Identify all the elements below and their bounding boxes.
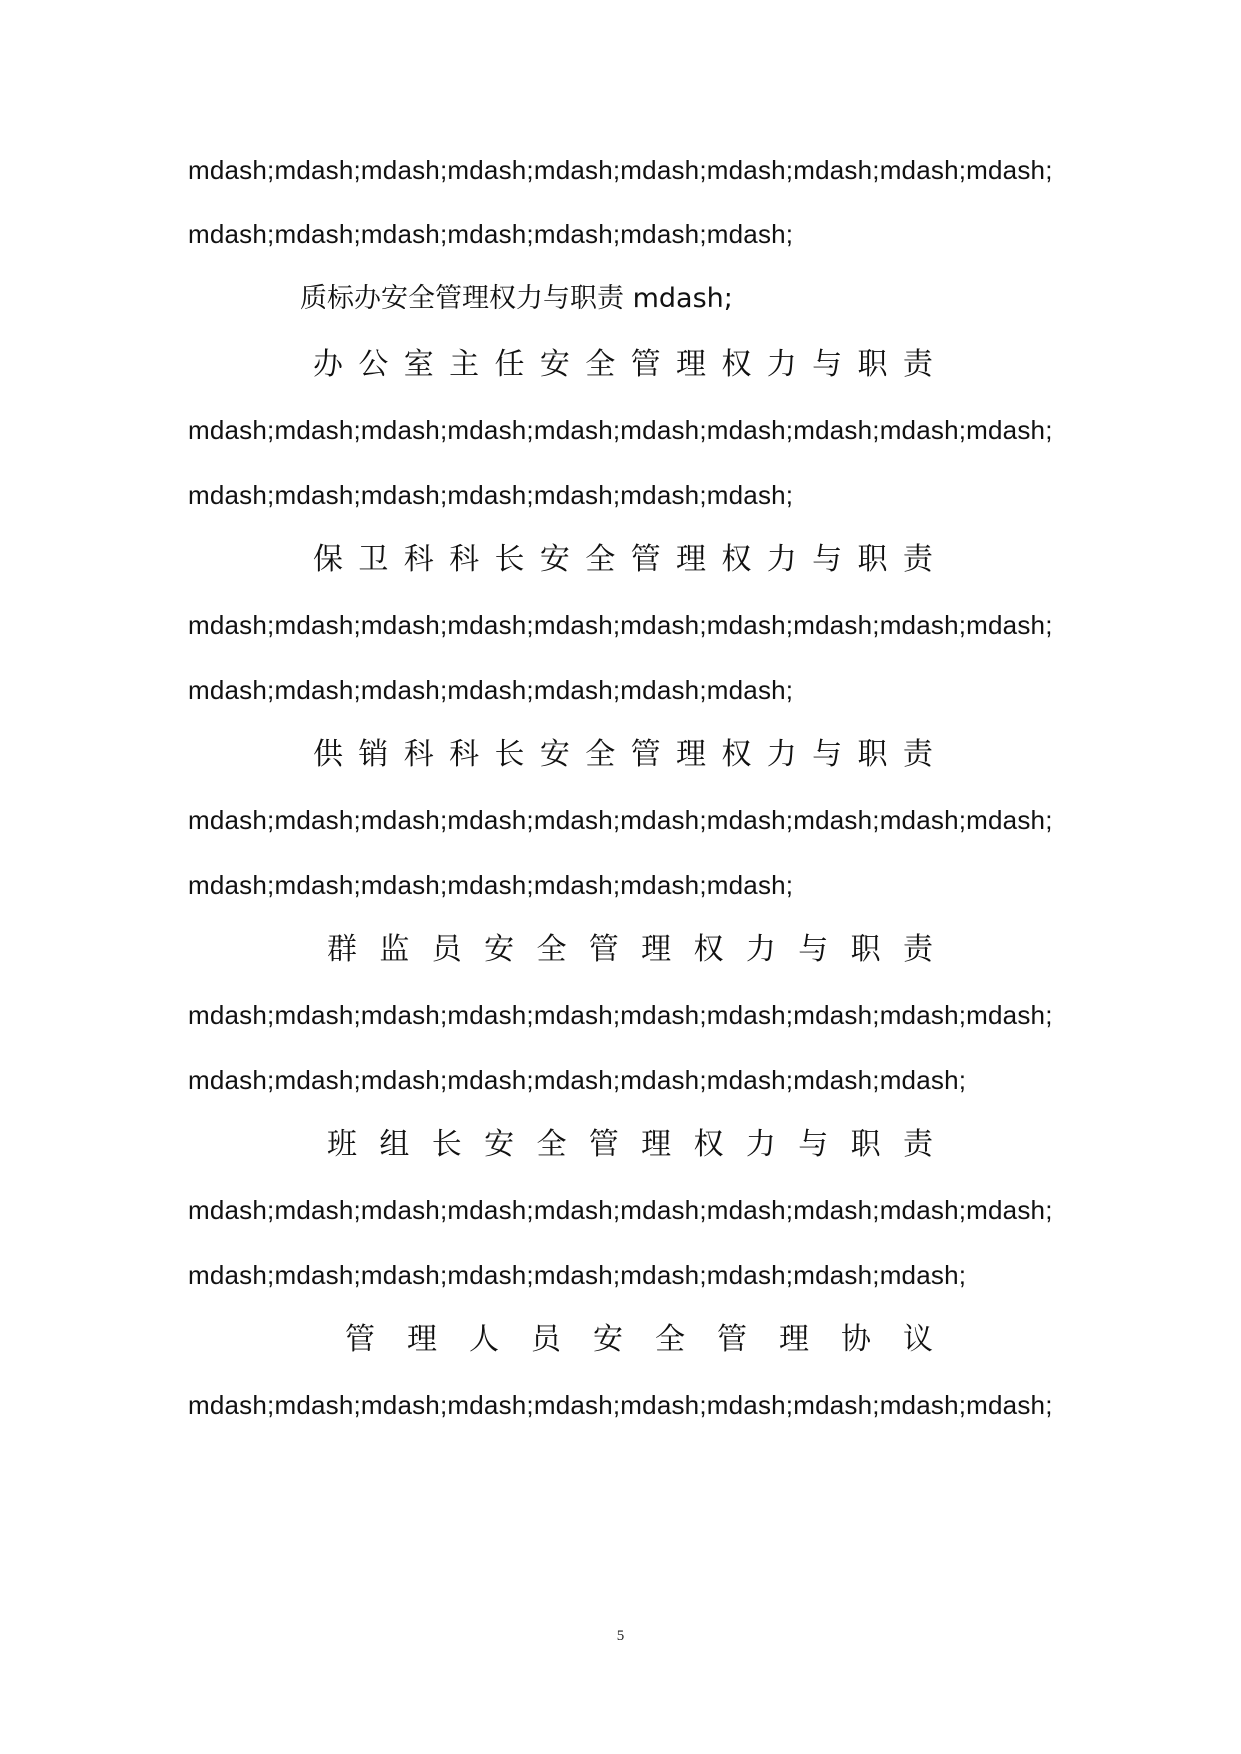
heading-char: 室: [403, 347, 434, 382]
heading-char: 长: [494, 542, 525, 577]
section-heading: [345, 1320, 933, 1360]
heading-char: 销: [358, 737, 389, 772]
heading-char: 责: [902, 542, 933, 577]
heading-char: 与: [798, 932, 829, 967]
heading-char: 与: [812, 347, 843, 382]
heading-char: 与: [798, 1127, 829, 1162]
heading-char: 安: [539, 542, 570, 577]
text-line: mdash;mdash;mdash;mdash;mdash;mdash;mdash;: [188, 480, 794, 510]
text-line: mdash;mdash;mdash;mdash;mdash;mdash;mdash;mdash;mdash;mdash;: [188, 1195, 1053, 1225]
heading-char: 理: [676, 542, 706, 577]
text-line: mdash;mdash;mdash;mdash;mdash;mdash;mdash;mdash;mdash;mdash;: [188, 610, 1053, 640]
heading-char: 全: [536, 932, 567, 967]
heading-char: 安: [484, 932, 515, 967]
section-heading: [327, 930, 933, 970]
heading-char: 员: [531, 1322, 561, 1357]
section-heading: [313, 345, 933, 385]
text-line: mdash;mdash;mdash;mdash;mdash;mdash;mdash;mdash;mdash;mdash;: [188, 805, 1053, 835]
heading-char: 与: [812, 542, 843, 577]
section-heading: [313, 735, 933, 775]
heading-char: 理: [676, 737, 706, 772]
heading-char: 责: [902, 1127, 933, 1162]
heading-char: 任: [494, 347, 525, 382]
heading-char: 责: [902, 347, 933, 382]
heading-char: 职: [857, 347, 888, 382]
heading-char: 理: [641, 1127, 672, 1162]
heading-char: 理: [779, 1322, 809, 1357]
heading-char: 力: [766, 542, 797, 577]
heading-char: 安: [593, 1322, 623, 1357]
heading-char: 责: [902, 932, 933, 967]
heading-char: 协: [841, 1322, 871, 1357]
text-line: mdash;mdash;mdash;mdash;mdash;mdash;mdash;: [188, 219, 794, 249]
heading-char: 群: [327, 932, 357, 967]
heading-char: 责: [902, 737, 933, 772]
heading-char: 办: [313, 347, 343, 382]
heading-char: 与: [812, 737, 843, 772]
heading-char: 理: [407, 1322, 437, 1357]
heading-char: 理: [641, 932, 672, 967]
text-line: mdash;mdash;mdash;mdash;mdash;mdash;mdash;mdash;mdash;: [188, 1065, 967, 1095]
heading-char: 组: [379, 1127, 410, 1162]
heading-char: 人: [469, 1322, 499, 1357]
heading-char: 全: [585, 347, 616, 382]
text-line: mdash;mdash;mdash;mdash;mdash;mdash;mdash;: [188, 675, 794, 705]
heading-char: 力: [766, 347, 797, 382]
heading-char: 管: [630, 542, 661, 577]
heading-char: 长: [431, 1127, 462, 1162]
heading-char: 长: [494, 737, 525, 772]
heading-char: 全: [585, 737, 616, 772]
heading-char: 议: [903, 1322, 933, 1357]
heading-char: 管: [588, 1127, 619, 1162]
heading-char: 管: [717, 1322, 747, 1357]
text-line: mdash;mdash;mdash;mdash;mdash;mdash;mdash;mdash;mdash;mdash;: [188, 155, 1053, 185]
heading-char: 管: [588, 932, 619, 967]
section-heading: 质标办安全管理权力与职责 mdash;: [300, 283, 733, 314]
heading-char: 权: [721, 737, 752, 772]
heading-char: 管: [630, 347, 661, 382]
heading-char: 员: [431, 932, 462, 967]
heading-char: 权: [693, 1127, 724, 1162]
heading-char: 安: [539, 347, 570, 382]
heading-char: 主: [449, 347, 480, 382]
heading-char: 供: [313, 737, 343, 772]
heading-char: 管: [630, 737, 661, 772]
heading-char: 全: [536, 1127, 567, 1162]
text-line: mdash;mdash;mdash;mdash;mdash;mdash;mdash;mdash;mdash;mdash;: [188, 1390, 1053, 1420]
heading-char: 力: [766, 737, 797, 772]
heading-char: 理: [676, 347, 706, 382]
heading-char: 安: [539, 737, 570, 772]
text-line: mdash;mdash;mdash;mdash;mdash;mdash;mdash;: [188, 870, 794, 900]
section-heading: [313, 540, 933, 580]
heading-char: 职: [850, 932, 881, 967]
text-line: mdash;mdash;mdash;mdash;mdash;mdash;mdash;mdash;mdash;: [188, 1260, 967, 1290]
heading-char: 班: [327, 1127, 357, 1162]
heading-char: 管: [345, 1322, 375, 1357]
heading-char: 权: [721, 347, 752, 382]
heading-char: 科: [449, 737, 480, 772]
heading-char: 卫: [358, 542, 389, 577]
heading-char: 科: [449, 542, 480, 577]
heading-char: 全: [655, 1322, 685, 1357]
heading-char: 力: [745, 1127, 776, 1162]
heading-char: 保: [313, 542, 343, 577]
heading-char: 职: [850, 1127, 881, 1162]
text-line: mdash;mdash;mdash;mdash;mdash;mdash;mdash;mdash;mdash;mdash;: [188, 1000, 1053, 1030]
heading-char: 科: [403, 737, 434, 772]
heading-char: 力: [745, 932, 776, 967]
heading-char: 科: [403, 542, 434, 577]
section-heading: [327, 1125, 933, 1165]
heading-char: 权: [693, 932, 724, 967]
heading-char: 全: [585, 542, 616, 577]
page-number: 5: [616, 1628, 625, 1644]
heading-char: 公: [358, 347, 389, 382]
text-line: mdash;mdash;mdash;mdash;mdash;mdash;mdash;mdash;mdash;mdash;: [188, 415, 1053, 445]
heading-char: 职: [857, 737, 888, 772]
heading-char: 职: [857, 542, 888, 577]
heading-char: 安: [484, 1127, 515, 1162]
heading-char: 监: [379, 932, 410, 967]
heading-char: 权: [721, 542, 752, 577]
